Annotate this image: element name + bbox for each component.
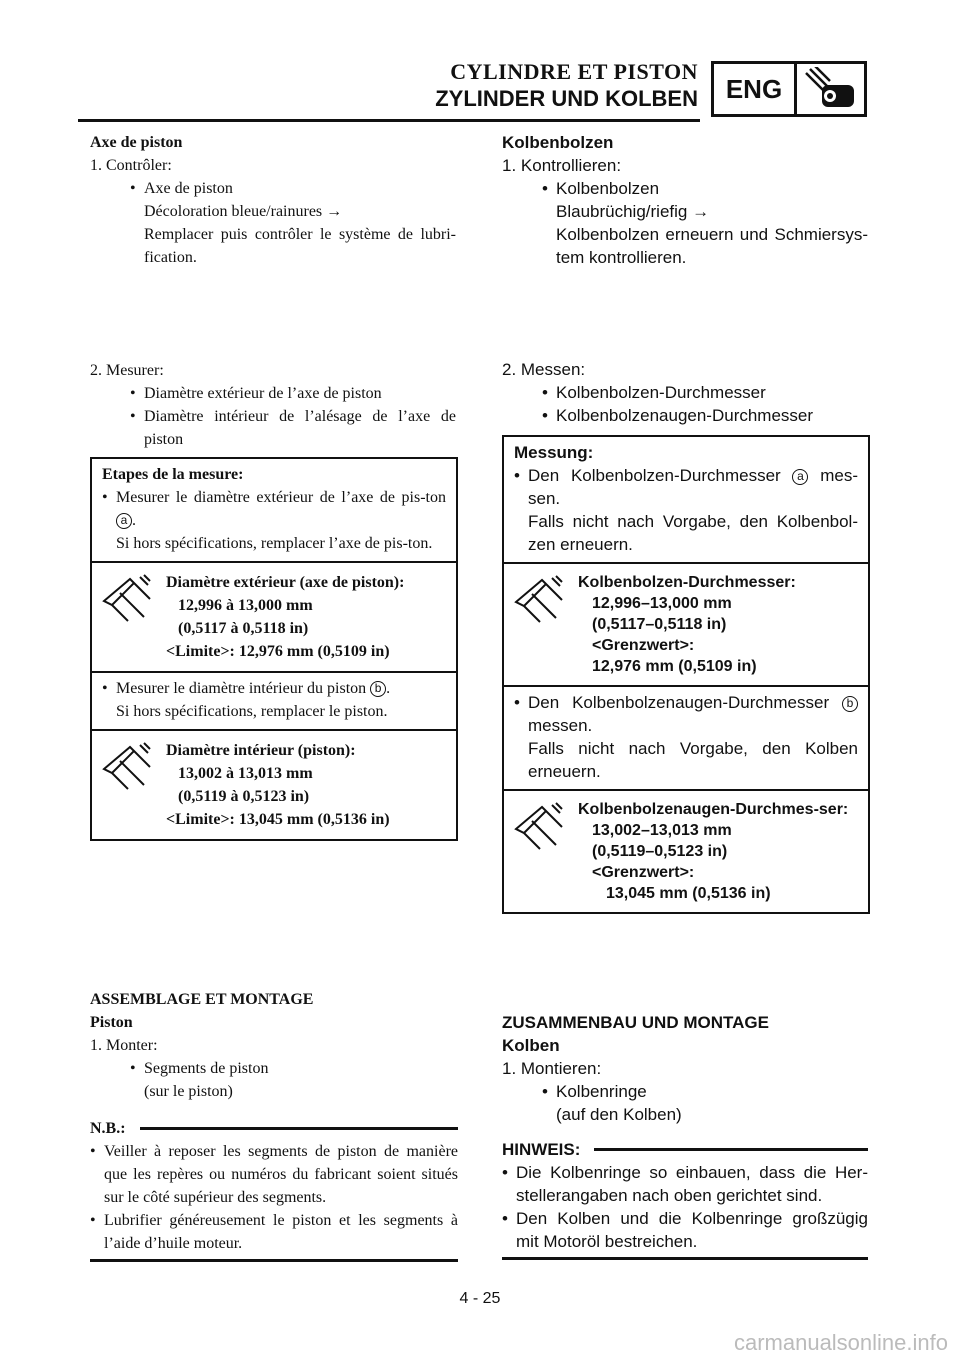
page-title-fr: CYLINDRE ET PISTON bbox=[450, 59, 698, 84]
mark-a: a bbox=[792, 469, 808, 485]
de-step-1: 1. Kontrollieren: bbox=[502, 156, 622, 175]
caliper-icon bbox=[512, 801, 566, 855]
fr-piston-heading: Piston bbox=[90, 1014, 133, 1031]
de-box-bullet-2: • Den Kolbenbolzenaugen-Durchmesser b messen. bbox=[514, 691, 858, 737]
caliper-icon bbox=[512, 574, 566, 628]
fr-step-1-bullet: • Axe de piston bbox=[90, 177, 456, 200]
de-assembly-heading: ZUSAMMENBAU UND MONTAGE bbox=[502, 1013, 769, 1032]
de-note-bullet-1: • Die Kolbenringe so einbauen, dass die Her-stellerangaben nach oben gerichtet sind. bbox=[502, 1161, 868, 1207]
caliper-icon bbox=[100, 573, 154, 627]
de-note-end-rule bbox=[502, 1257, 868, 1260]
fr-box-bullet-1: • Mesurer le diamètre extérieur de l’axe de pis-ton a . bbox=[102, 486, 446, 532]
fr-spec-outer-diameter: Diamètre extérieur (axe de piston): 12,996 à 13,000 mm (0,5117 à 0,5118 in) <Limite>: 12,976 mm (0,5109 in) bbox=[92, 561, 456, 671]
de-step-1-line2: Blaubrüchig/riefig → bbox=[556, 202, 710, 221]
de-step-1-line3: Kolbenbolzen erneuern und Schmiersys-tem kontrollieren. bbox=[556, 225, 868, 267]
fr-note-header bbox=[90, 1117, 458, 1140]
de-pin-heading: Kolbenbolzen bbox=[502, 133, 614, 152]
de-piston-heading: Kolben bbox=[502, 1036, 560, 1055]
fr-step-2-bullet-1: • Diamètre extérieur de l’axe de piston bbox=[90, 382, 456, 405]
de-step-2-bullet-1: • Kolbenbolzen-Durchmesser bbox=[502, 381, 868, 404]
fr-note-bullet-2: • Lubrifier généreusement le piston et les segments à l’aide d’huile moteur. bbox=[90, 1209, 458, 1255]
page-title-de: ZYLINDER UND KOLBEN bbox=[435, 86, 698, 111]
de-note-label: HINWEIS: bbox=[502, 1140, 581, 1159]
de-mount-line2: (auf den Kolben) bbox=[556, 1105, 682, 1124]
fr-assembly-heading: ASSEMBLAGE ET MONTAGE bbox=[90, 991, 314, 1008]
caliper-icon bbox=[100, 741, 154, 795]
de-step-2: 2. Messen: bbox=[502, 360, 586, 379]
fr-mount-bullet: • Segments de piston bbox=[90, 1057, 458, 1080]
fr-step-2-bullet-2: • Diamètre intérieur de l’alésage de l’axe de piston bbox=[90, 405, 456, 451]
fr-note-end-rule bbox=[90, 1259, 458, 1262]
de-mount-bullet: • Kolbenringe bbox=[502, 1080, 868, 1103]
badge-label: ENG bbox=[714, 64, 797, 114]
fr-spec-inner-diameter: Diamètre intérieur (piston): 13,002 à 13,013 mm (0,5119 à 0,5123 in) <Limite>: 13,045 mm (0,5136 in) bbox=[92, 729, 456, 839]
de-measurement-box bbox=[502, 435, 870, 914]
de-note-header bbox=[502, 1138, 868, 1161]
de-box-title: Messung: bbox=[514, 443, 594, 462]
de-measure-step bbox=[502, 358, 868, 427]
fr-mount-line2: (sur le piston) bbox=[144, 1083, 233, 1100]
de-spec-boss-diameter: Kolbenbolzenaugen-Durchmes-ser: 13,002–13,013 mm (0,5119–0,5123 in) <Grenzwert>: 13,045 mm (0,5136 in) bbox=[504, 789, 868, 912]
page-number: 4 - 25 bbox=[459, 1290, 501, 1307]
fr-measurement-box bbox=[90, 457, 458, 841]
fr-mount-step: 1. Monter: bbox=[90, 1037, 158, 1054]
engine-wrench-icon bbox=[797, 64, 864, 114]
fr-note-bullet-1: • Veiller à reposer les segments de piston de manière que les repères ou numéros du fabricant soient situés sur le côté supérieur des segments. bbox=[90, 1140, 458, 1209]
de-pin-inspection bbox=[502, 131, 868, 269]
de-assembly bbox=[502, 1011, 868, 1260]
fr-box-bullet-2: • Mesurer le diamètre intérieur du piston b . bbox=[102, 677, 446, 700]
watermark: carmanualsonline.info bbox=[733, 1330, 948, 1355]
mark-b: b bbox=[842, 696, 858, 712]
de-spec-pin-diameter: Kolbenbolzen-Durchmesser: 12,996–13,000 mm (0,5117–0,5118 in) <Grenzwert>: 12,976 mm (0,5109 in) bbox=[504, 562, 868, 685]
fr-step-1-line3: Remplacer puis contrôler le système de lubri-fication. bbox=[144, 226, 456, 266]
fr-note-label: N.B.: bbox=[90, 1120, 126, 1137]
fr-measure-step bbox=[90, 359, 456, 451]
fr-step-2: 2. Mesurer: bbox=[90, 362, 164, 379]
fr-assembly bbox=[90, 988, 458, 1262]
de-box-bullet-1: • Den Kolbenbolzen-Durchmesser a mes-sen. bbox=[514, 464, 858, 510]
de-box-bullet-2-line2: Falls nicht nach Vorgabe, den Kolben erneuern. bbox=[528, 739, 858, 781]
de-mount-step: 1. Montieren: bbox=[502, 1059, 602, 1078]
mark-a: a bbox=[116, 513, 132, 529]
de-box-bullet-1-line2: Falls nicht nach Vorgabe, den Kolbenbol-zen erneuern. bbox=[528, 512, 858, 554]
fr-step-1-line2: Décoloration bleue/rainures → bbox=[144, 203, 343, 220]
fr-pin-heading: Axe de piston bbox=[90, 134, 183, 151]
section-badge bbox=[711, 61, 867, 117]
de-step-1-bullet: • Kolbenbolzen bbox=[502, 177, 868, 200]
fr-box-bullet-1-line2: Si hors spécifications, remplacer l’axe de pis-ton. bbox=[116, 535, 433, 552]
fr-box-title: Etapes de la mesure: bbox=[102, 466, 244, 483]
de-step-2-bullet-2: • Kolbenbolzenaugen-Durchmesser bbox=[502, 404, 868, 427]
mark-b: b bbox=[370, 681, 386, 697]
fr-box-bullet-2-line2: Si hors spécifications, remplacer le piston. bbox=[116, 703, 388, 720]
header-rule bbox=[78, 119, 700, 122]
de-note-bullet-2: • Den Kolben und die Kolbenringe großzügig mit Motoröl bestreichen. bbox=[502, 1207, 868, 1253]
fr-step-1: 1. Contrôler: bbox=[90, 157, 172, 174]
fr-pin-inspection bbox=[90, 131, 456, 269]
